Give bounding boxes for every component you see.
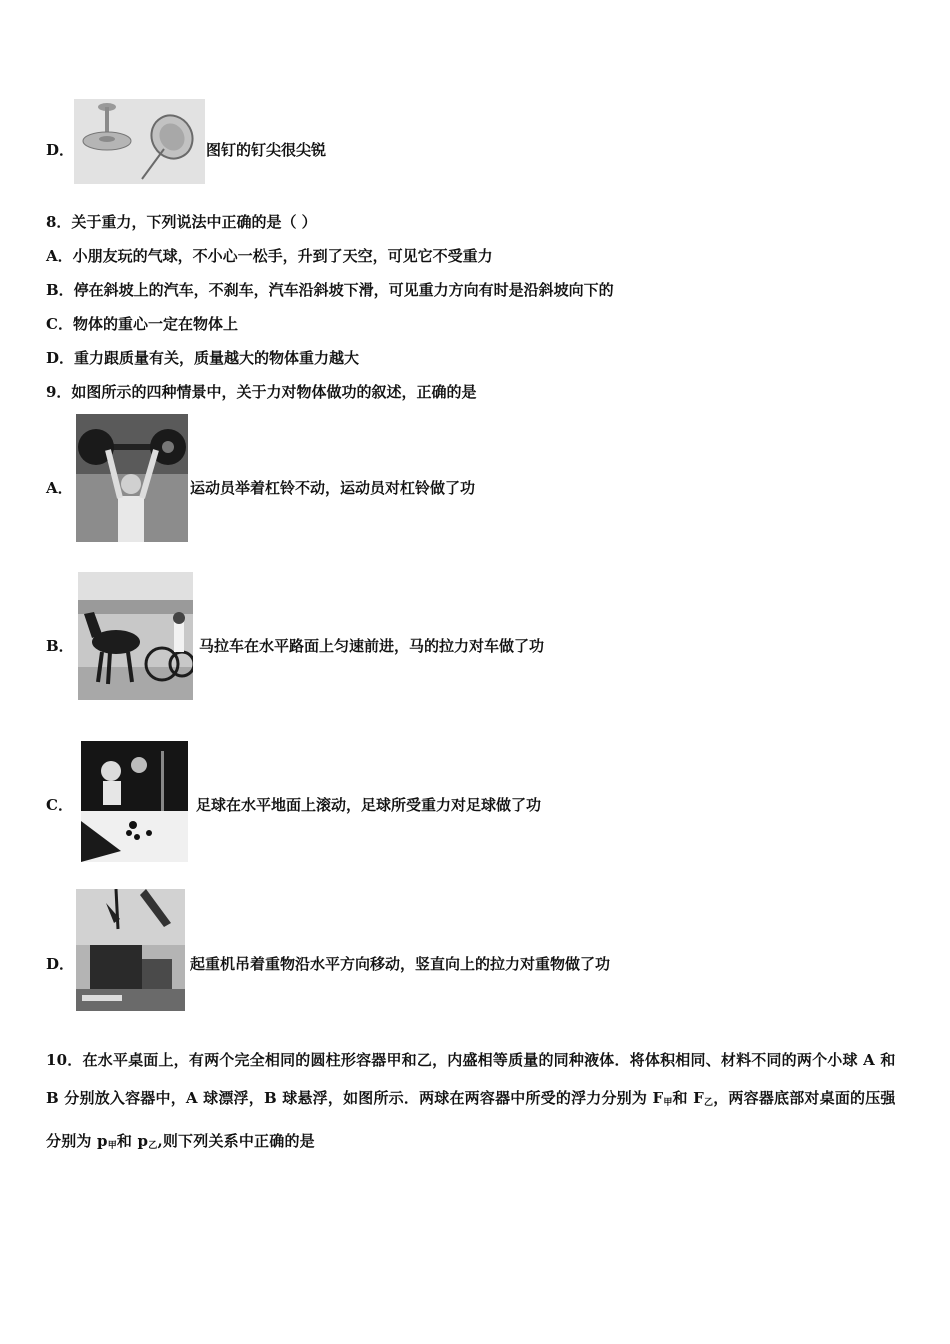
q10-text-4: 和 p xyxy=(116,1132,149,1150)
horse-cart-icon xyxy=(78,572,193,700)
q10-text-5: ,则下列关系中正确的是 xyxy=(157,1132,315,1150)
q10-sub-1: 甲 xyxy=(663,1098,673,1108)
q9-option-d-text: 起重机吊着重物沿水平方向移动，竖直向上的拉力对重物做了功 xyxy=(190,955,611,973)
q8-option-b: B．停在斜坡上的汽车，不刹车，汽车沿斜坡下滑，可见重力方向有时是沿斜坡向下的 xyxy=(46,281,614,299)
q7-option-d-letter: D． xyxy=(46,141,75,159)
weightlifter-icon xyxy=(76,414,188,542)
soccer-icon xyxy=(81,741,188,862)
q10-sub-3: 甲 xyxy=(107,1141,117,1151)
q10-text-2: 和 F xyxy=(672,1089,705,1107)
q9-option-b-letter: B． xyxy=(46,637,74,655)
q9-option-a-letter: A． xyxy=(46,479,73,497)
q10-stem xyxy=(46,1041,906,1165)
q9-option-d-letter: D． xyxy=(46,955,75,973)
q9-option-b-text: 马拉车在水平路面上匀速前进，马的拉力对车做了功 xyxy=(199,637,545,655)
q8-option-c: C．物体的重心一定在物体上 xyxy=(46,315,238,333)
q7-option-d-text: 图钉的钉尖很尖锐 xyxy=(206,141,327,159)
q8-option-d: D．重力跟质量有关，质量越大的物体重力越大 xyxy=(46,349,360,367)
q10-sub-2: 乙 xyxy=(704,1098,714,1108)
thumbtack-icon xyxy=(74,99,205,184)
q10-sub-4: 乙 xyxy=(148,1141,158,1151)
q10-text-3: ，两容器底部对桌面的压强分别为 p xyxy=(46,1089,896,1150)
crane-icon xyxy=(76,889,185,1011)
q8-option-a: A．小朋友玩的气球，不小心一松手，升到了天空，可见它不受重力 xyxy=(46,247,493,265)
q9-option-c-text: 足球在水平地面上滚动，足球所受重力对足球做了功 xyxy=(196,796,542,814)
q9-stem: 9．如图所示的四种情景中，关于力对物体做功的叙述，正确的是 xyxy=(46,383,477,401)
q8-stem: 8．关于重力，下列说法中正确的是（ ） xyxy=(46,213,317,231)
q9-option-a-text: 运动员举着杠铃不动，运动员对杠铃做了功 xyxy=(190,479,476,497)
q9-option-c-letter: C． xyxy=(46,796,73,814)
q10-text-1: 10．在水平桌面上，有两个完全相同的圆柱形容器甲和乙，内盛相等质量的同种液体．将体积相同、材料不同的两个小球 A 和 B 分别放入容器中，A 球漂浮，B 球悬浮，如图所示．两球在两容器中所受的浮力分别为 F xyxy=(46,1051,896,1107)
